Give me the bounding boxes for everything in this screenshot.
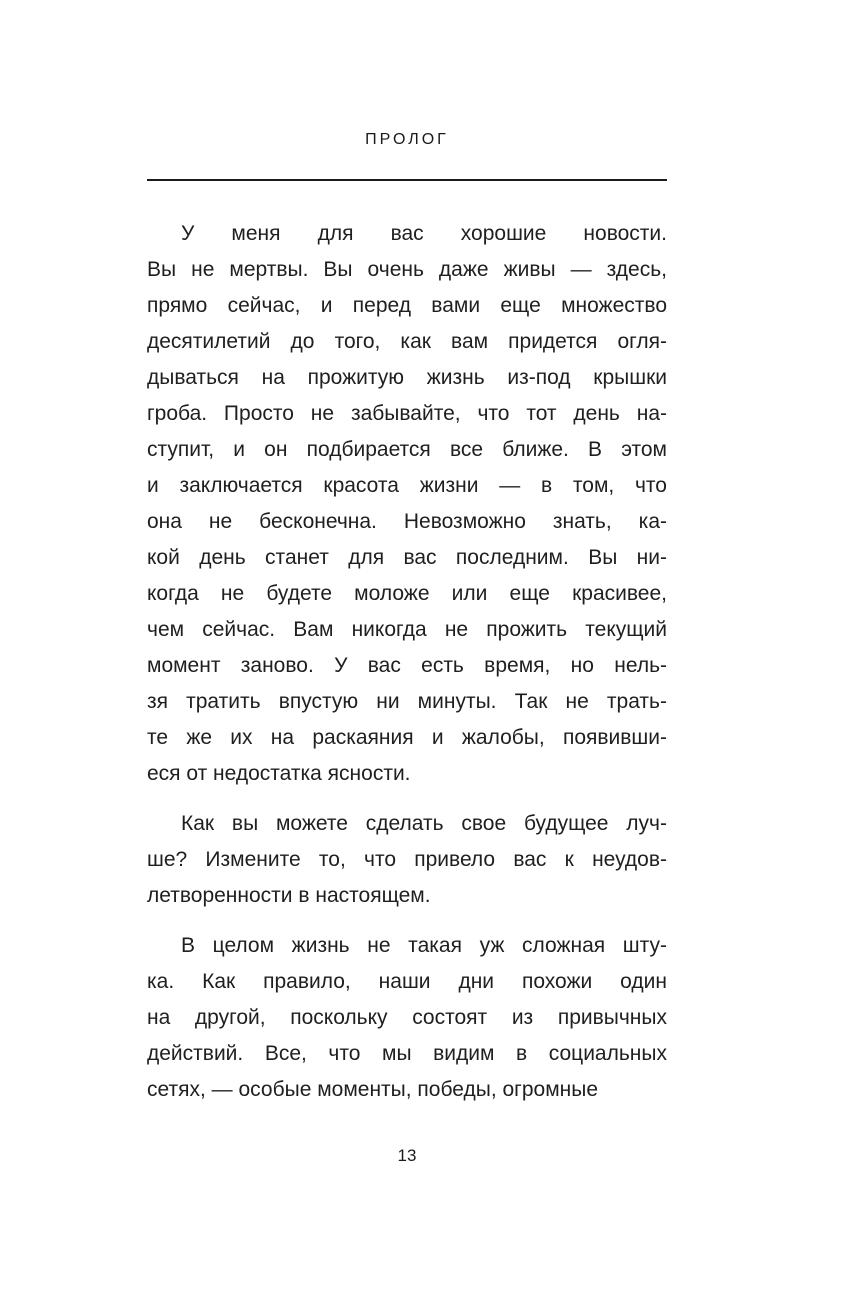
paragraph xyxy=(147,928,667,1108)
text-line: Вы не мертвы. Вы очень даже живы — здесь, xyxy=(147,258,667,281)
text-line: момент заново. У вас есть время, но нель- xyxy=(147,654,667,677)
paragraph xyxy=(147,216,667,792)
text-line: еся от недостатка ясности. xyxy=(147,762,411,785)
text-line: Как вы можете сделать свое будущее луч- xyxy=(181,812,667,835)
text-line: ка. Как правило, наши дни похожи один xyxy=(147,970,667,993)
text-line: действий. Все, что мы видим в социальных xyxy=(147,1042,667,1065)
text-line: ше? Измените то, что привело вас к неудов- xyxy=(147,848,667,871)
text-line: гроба. Просто не забывайте, что тот день на- xyxy=(147,402,667,425)
text-line: зя тратить впустую ни минуты. Так не трать- xyxy=(147,690,667,713)
chapter-title: ПРОЛОГ xyxy=(365,131,449,148)
text-line: десятилетий до того, как вам придется огля- xyxy=(147,330,667,353)
text-line: кой день станет для вас последним. Вы ни- xyxy=(147,546,667,569)
body-text xyxy=(147,216,667,1108)
text-line: те же их на раскаяния и жалобы, появивши- xyxy=(147,726,667,749)
paragraph xyxy=(147,806,667,914)
text-line: прямо сейчас, и перед вами еще множество xyxy=(147,294,667,317)
text-line: когда не будете моложе или еще красивее, xyxy=(147,582,667,605)
text-line: У меня для вас хорошие новости. xyxy=(181,222,667,245)
text-line: ступит, и он подбирается все ближе. В этом xyxy=(147,438,667,461)
text-line: сетях, — особые моменты, победы, огромные xyxy=(147,1078,598,1101)
text-line: чем сейчас. Вам никогда не прожить текущий xyxy=(147,618,667,641)
header-rule xyxy=(147,179,667,181)
text-line: летворенности в настоящем. xyxy=(147,884,431,907)
text-line: В целом жизнь не такая уж сложная шту- xyxy=(181,934,667,957)
text-line: на другой, поскольку состоят из привычных xyxy=(147,1006,667,1029)
text-line: и заключается красота жизни — в том, что xyxy=(147,474,667,497)
text-block xyxy=(147,131,667,1108)
page-number: 13 xyxy=(397,1146,417,1165)
text-line: она не бесконечна. Невозможно знать, ка- xyxy=(147,510,667,533)
text-line: дываться на прожитую жизнь из-под крышки xyxy=(147,366,667,389)
